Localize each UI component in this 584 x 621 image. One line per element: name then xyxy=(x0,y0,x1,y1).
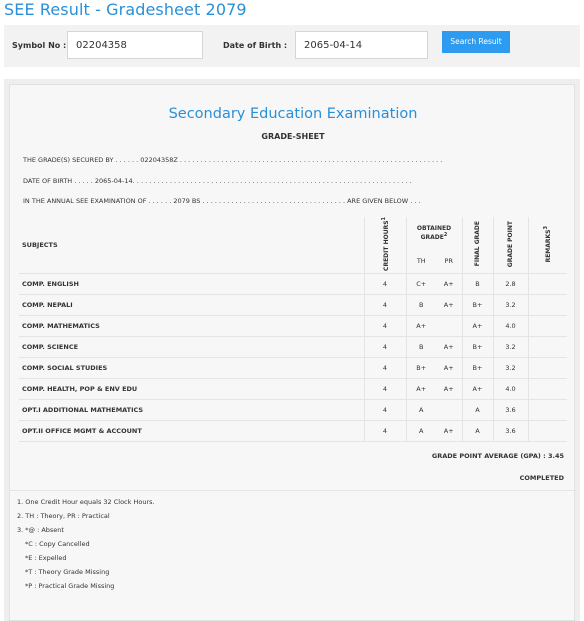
obtained-grade-header: OBTAINED GRADE$^2$ xyxy=(406,217,462,250)
search-result-button[interactable]: Search Result xyxy=(442,31,510,53)
exam-title: Secondary Education Examination xyxy=(168,106,418,122)
symbol-label: Symbol No : xyxy=(12,41,67,50)
credit-cell: 4 xyxy=(364,273,406,294)
th-grade-cell: A xyxy=(406,420,436,441)
grade-point-cell: 3.2 xyxy=(493,336,528,357)
exam-year-line: IN THE ANNUAL SEE EXAMINATION OF . . . . . . 2079 BS . . . . . . . . . . . . . . . . . . . . . . . . . . . . . . . . . . . ARE GIVEN BELOW . . . xyxy=(23,197,421,205)
grade-row xyxy=(19,315,567,336)
note-item: *P : Practical Grade Missing xyxy=(25,582,115,590)
remarks-cell xyxy=(528,294,567,315)
final-grade-cell: B+ xyxy=(462,336,493,357)
credit-cell: 4 xyxy=(364,315,406,336)
credit-cell: 4 xyxy=(364,420,406,441)
grade-row xyxy=(19,273,567,294)
subject-cell: COMP. SOCIAL STUDIES xyxy=(19,357,364,378)
remarks-cell xyxy=(528,399,567,420)
remarks-cell xyxy=(528,378,567,399)
grade-point-cell: 3.6 xyxy=(493,420,528,441)
remarks-cell xyxy=(528,273,567,294)
final-grade-header: FINAL GRADE xyxy=(462,217,493,273)
pr-grade-cell xyxy=(436,315,462,336)
credit-cell: 4 xyxy=(364,336,406,357)
subject-cell: COMP. HEALTH, POP & ENV EDU xyxy=(19,378,364,399)
pr-grade-cell: A+ xyxy=(436,273,462,294)
search-bar xyxy=(4,25,580,67)
final-grade-cell: A+ xyxy=(462,315,493,336)
notes-divider xyxy=(10,490,576,491)
grade-point-header: GRADE POINT xyxy=(493,217,528,273)
note-item: 1. One Credit Hour equals 32 Clock Hours. xyxy=(17,498,155,506)
th-header: TH xyxy=(406,250,436,274)
note-item: 2. TH : Theory, PR : Practical xyxy=(17,512,110,520)
remarks-cell xyxy=(528,420,567,441)
note-item: *C : Copy Cancelled xyxy=(25,540,90,548)
grade-point-cell: 4.0 xyxy=(493,378,528,399)
dob-label: Date of Birth : xyxy=(223,41,288,50)
th-grade-cell: A+ xyxy=(406,315,436,336)
pr-grade-cell: A+ xyxy=(436,378,462,399)
date-of-birth-line: DATE OF BIRTH . . . . . 2065-04-14. . . . . . . . . . . . . . . . . . . . . . . . . . . . . . . . . . . . . . . . . . . . . . . . . . . . . . . . . . . . . . . . . . . . xyxy=(23,177,412,185)
gradesheet xyxy=(9,84,575,621)
subject-cell: OPT.II OFFICE MGMT & ACCOUNT xyxy=(19,420,364,441)
pr-grade-cell: A+ xyxy=(436,294,462,315)
grades-table xyxy=(19,217,567,442)
grade-row xyxy=(19,357,567,378)
th-grade-cell: B+ xyxy=(406,357,436,378)
gradesheet-title: GRADE-SHEET xyxy=(261,132,325,141)
credit-cell: 4 xyxy=(364,378,406,399)
th-grade-cell: A+ xyxy=(406,378,436,399)
page-title: SEE Result - Gradesheet 2079 xyxy=(4,0,247,19)
subject-cell: COMP. SCIENCE xyxy=(19,336,364,357)
grade-row xyxy=(19,378,567,399)
credit-cell: 4 xyxy=(364,399,406,420)
pr-grade-cell: A+ xyxy=(436,336,462,357)
subjects-header: SUBJECTS xyxy=(19,217,364,273)
grade-point-cell: 3.2 xyxy=(493,294,528,315)
note-item: *T : Theory Grade Missing xyxy=(25,568,110,576)
final-grade-cell: B+ xyxy=(462,357,493,378)
subject-cell: COMP. NEPALI xyxy=(19,294,364,315)
th-grade-cell: C+ xyxy=(406,273,436,294)
final-grade-cell: A xyxy=(462,399,493,420)
note-item: 3. *@ : Absent xyxy=(17,526,64,534)
subject-cell: OPT.I ADDITIONAL MATHEMATICS xyxy=(19,399,364,420)
subject-cell: COMP. MATHEMATICS xyxy=(19,315,364,336)
gradesheet-container xyxy=(4,79,580,621)
final-grade-cell: B+ xyxy=(462,294,493,315)
dob-input[interactable] xyxy=(295,31,428,59)
th-grade-cell: B xyxy=(406,336,436,357)
grade-row xyxy=(19,399,567,420)
grade-point-cell: 3.2 xyxy=(493,357,528,378)
remarks-cell xyxy=(528,357,567,378)
result-status: COMPLETED xyxy=(519,474,564,482)
grade-point-cell: 4.0 xyxy=(493,315,528,336)
grade-row xyxy=(19,336,567,357)
credit-cell: 4 xyxy=(364,294,406,315)
credit-cell: 4 xyxy=(364,357,406,378)
grade-row xyxy=(19,420,567,441)
remarks-cell xyxy=(528,315,567,336)
pr-grade-cell: A+ xyxy=(436,420,462,441)
th-grade-cell: B xyxy=(406,294,436,315)
symbol-input[interactable] xyxy=(67,31,203,59)
grade-point-cell: 3.6 xyxy=(493,399,528,420)
grade-row xyxy=(19,294,567,315)
pr-grade-cell xyxy=(436,399,462,420)
subject-cell: COMP. ENGLISH xyxy=(19,273,364,294)
credit-hours-header: CREDIT HOURS$^1$ xyxy=(364,217,406,273)
pr-header: PR xyxy=(436,250,462,274)
th-grade-cell: A xyxy=(406,399,436,420)
gpa-text: GRADE POINT AVERAGE (GPA) : 3.45 xyxy=(431,452,564,460)
final-grade-cell: B xyxy=(462,273,493,294)
pr-grade-cell: A+ xyxy=(436,357,462,378)
remarks-header: REMARKS$^3$ xyxy=(528,217,567,273)
final-grade-cell: A xyxy=(462,420,493,441)
note-item: *E : Expelled xyxy=(25,554,67,562)
grades-secured-by-line: THE GRADE(S) SECURED BY . . . . . . 02204358Z . . . . . . . . . . . . . . . . . . . . . . . . . . . . . . . . . . . . . . . . . . . . . . . . . . . . . . . . . . . . . . . . xyxy=(23,156,443,164)
grade-point-cell: 2.8 xyxy=(493,273,528,294)
final-grade-cell: A+ xyxy=(462,378,493,399)
remarks-cell xyxy=(528,336,567,357)
